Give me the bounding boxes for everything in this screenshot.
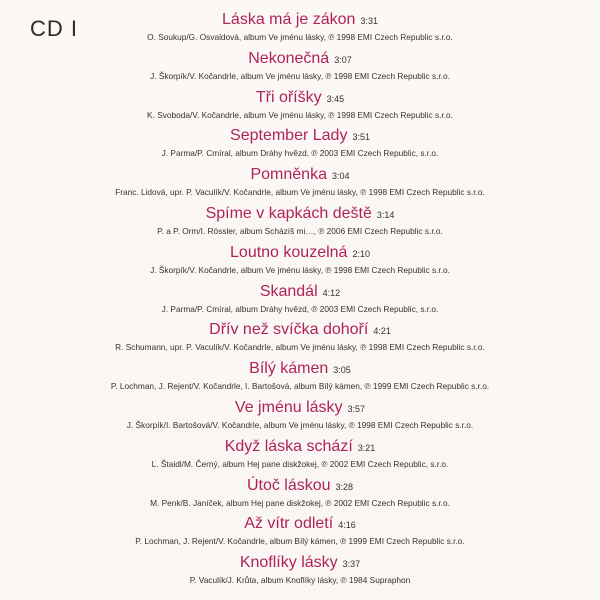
track-credits: L. Štaidl/M. Černý, album Hej pane diskžokej, ℗ 2002 EMI Czech Republic, s.r.o. (151, 458, 449, 469)
track-credits: P. Lochman, J. Rejent/V. Kočandrle, album Bílý kámen, ℗ 1999 EMI Czech Republic s.r.o. (135, 536, 465, 547)
track-list (0, 10, 600, 592)
track-title-line (248, 49, 351, 70)
track-title: Až vítr odletí (244, 515, 334, 533)
track-title-line (249, 359, 351, 380)
track-duration: 2:10 (352, 248, 370, 259)
track-item (0, 437, 600, 476)
track-duration: 3:05 (333, 365, 351, 376)
track-item (0, 398, 600, 437)
track-title: Tři oříšky (255, 88, 322, 106)
track-item (0, 320, 600, 359)
track-duration: 3:28 (335, 481, 354, 492)
track-title-line (260, 282, 340, 303)
track-item (0, 49, 600, 88)
track-duration: 3:21 (357, 442, 376, 453)
track-duration: 3:07 (334, 54, 352, 65)
track-title: Bílý kámen (249, 360, 329, 378)
track-title-line (256, 88, 344, 109)
track-item (0, 359, 600, 398)
track-title: Skandál (259, 282, 318, 300)
disc-label: CD I (30, 16, 78, 41)
track-title: Útoč láskou (246, 476, 331, 494)
track-duration: 4:12 (322, 287, 341, 298)
track-title: Láska má je zákon (222, 11, 356, 28)
track-duration: 3:37 (342, 559, 361, 570)
track-title: Ve jménu lásky (234, 398, 343, 416)
track-title-line (209, 320, 391, 341)
track-credits: P. Lochman, J. Rejent/V. Kočandrle, I. Bartošová, album Bílý kámen, ℗ 1999 EMI Czech Republic s.r.o. (110, 381, 490, 392)
track-title: Nekonečná (248, 49, 330, 67)
track-item (0, 165, 600, 204)
track-duration: 3:45 (326, 93, 345, 104)
track-duration: 4:16 (338, 520, 356, 531)
track-item (0, 243, 600, 282)
track-title-line (230, 243, 370, 264)
track-duration: 3:04 (331, 171, 350, 182)
track-title: Loutno kouzelná (230, 243, 348, 261)
track-title: Knoflíky lásky (239, 554, 338, 572)
track-title-line (244, 514, 355, 535)
track-title: Když láska schází (224, 437, 353, 455)
track-title-line (222, 10, 378, 31)
track-credits: P. a P. Orm/I. Rössler, album Scházíš mi…, ℗ 2006 EMI Czech Republic s.r.o. (157, 225, 443, 236)
track-credits: J. Škorpík/V. Kočandrle, album Ve jménu lásky, ℗ 1998 EMI Czech Republic s.r.o. (150, 264, 450, 275)
track-title-line (250, 165, 349, 186)
track-title: September Lady (230, 127, 348, 145)
track-title: Pomněnka (250, 166, 327, 184)
track-credits: R. Schumann, upr. P. Vaculík/V. Kočandrle, album Ve jménu lásky, ℗ 1998 EMI Czech Republic s.r.o. (115, 342, 485, 353)
track-credits: J. Parma/P. Cmíral, album Dráhy hvězd, ℗ 2003 EMI Czech Republic, s.r.o. (161, 148, 439, 159)
track-item (0, 10, 600, 49)
track-item (0, 514, 600, 553)
track-credits: J. Škorpík/V. Kočandrle, album Ve jménu lásky, ℗ 1998 EMI Czech Republic s.r.o. (150, 70, 450, 81)
track-duration: 3:31 (360, 16, 378, 26)
track-item (0, 282, 600, 321)
track-credits: K. Svoboda/V. Kočandrle, album Ve jménu lásky, ℗ 1998 EMI Czech Republic s.r.o. (147, 109, 453, 120)
track-duration: 3:57 (347, 403, 366, 414)
track-title: Dřív než svíčka dohoří (209, 321, 369, 339)
track-item (0, 476, 600, 515)
track-title-line (240, 553, 360, 574)
track-title-line (230, 126, 370, 147)
track-item (0, 553, 600, 592)
track-title-line (225, 437, 376, 458)
track-credits: Franc. Lidová, upr. P. Vaculík/V. Kočandrle, album Ve jménu lásky, ℗ 1998 EMI Czech Republic s.r.o. (115, 187, 485, 198)
track-duration: 3:51 (352, 132, 370, 143)
track-item (0, 126, 600, 165)
track-title-line (206, 204, 395, 225)
track-title-line (235, 398, 365, 419)
track-credits: J. Parma/P. Cmíral, album Dráhy hvězd, ℗ 2003 EMI Czech Republic, s.r.o. (161, 303, 439, 314)
track-credits: O. Soukup/G. Osvaldová, album Ve jménu lásky, ℗ 1998 EMI Czech Republic s.r.o. (147, 32, 453, 42)
track-duration: 3:14 (376, 209, 395, 220)
track-item (0, 204, 600, 243)
track-duration: 4:21 (373, 326, 391, 337)
track-item (0, 88, 600, 127)
track-credits: M. Penk/B. Janíček, album Hej pane diskžokej, ℗ 2002 EMI Czech Republic s.r.o. (150, 497, 450, 508)
track-credits: J. Škorpík/I. Bartošová/V. Kočandrle, album Ve jménu lásky, ℗ 1998 EMI Czech Republic s.r.o. (126, 419, 474, 430)
track-title-line (247, 476, 353, 497)
track-title: Spíme v kapkách deště (205, 204, 372, 222)
track-credits: P. Vaculík/J. Krůta, album Knoflíky lásky, ℗ 1984 Supraphon (189, 575, 411, 586)
